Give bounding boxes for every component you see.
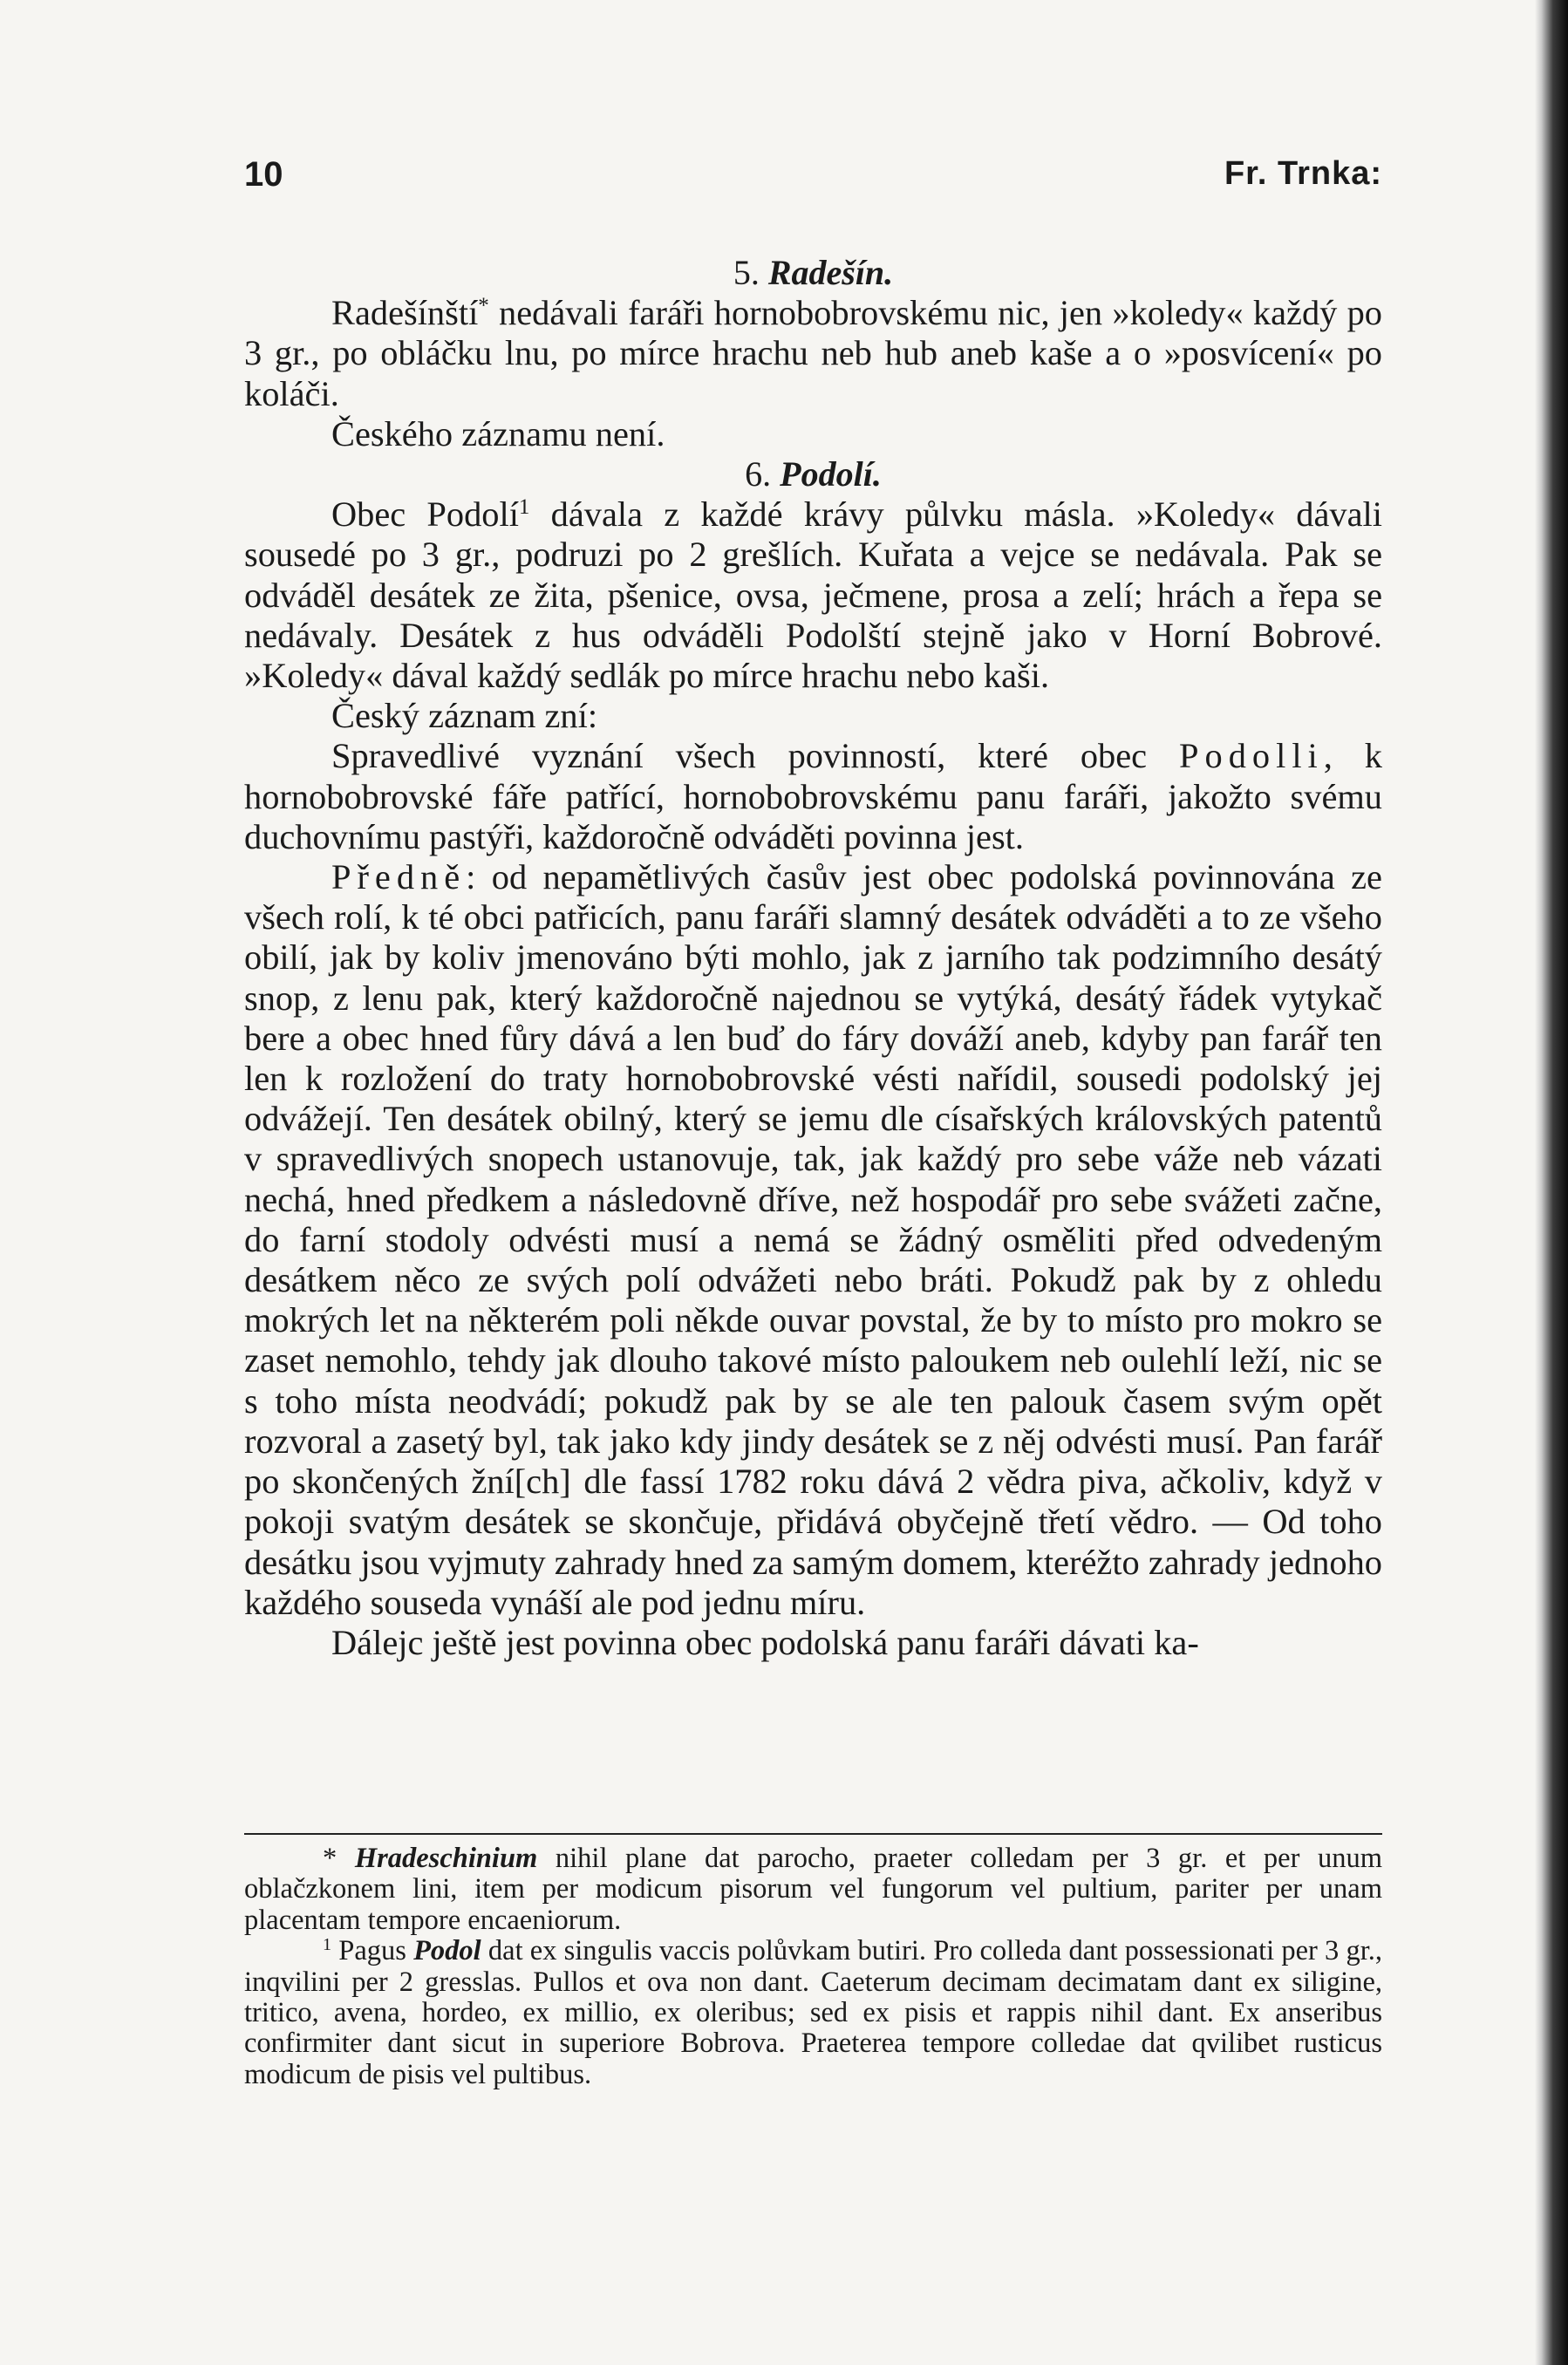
italic-text: Hradeschinium: [354, 1843, 538, 1874]
footnote-marker: *: [478, 294, 489, 318]
paragraph: [244, 494, 1382, 696]
paragraph: [244, 857, 1382, 1623]
text-run: : od nepamětlivých časův jest obec podolská povinnována ze všech rolí, k té obci patřicích, panu faráři slamný desátek odváděti a to ze všeho obilí, jak by koliv jmenováno býti mohlo, jak z jarního tak podzimního desátý snop, z lenu pak, který každoročně najednou se vytýká, desátý řádek vytykač bere a obec hned fůry dává a len buď do fáry dováží aneb, kdyby pan farář ten len k rozložení do traty hornobobrovské vésti nařídil, sousedi podolský jej odvážejí. Ten desátek obilný, který se jemu dle císařských královských patentů v spravedlivých snopech ustanovuje, tak, jak každý pro sebe váže neb vázati nechá, hned předkem a následovně dříve, než hospodář pro sebe svážeti začne, do farní stodoly odvésti musí a nemá se žádný osměliti před odvedeným desátkem něco ze svých polí odvážeti nebo bráti. Pokudž pak by z ohledu mokrých let na některém poli někde ouvar povstal, že by to místo pro mokro se zaset nemohlo, tehdy jak dlouho takové místo paloukem neb oulehlí leží, nic se s toho místa neodvádí; pokudž pak by se ale ten palouk časem svým opět rozvoral a zasetý byl, tak jako kdy jindy desátek se z něj odvésti musí. Pan farář po skončených žní[ch] dle fassí 1782 roku dává 2 vědra piva, ačkoliv, když v pokoji svatým desátek se skončuje, přidává obyčejně třetí vědro. — Od toho desátku jsou vyjmuty zahrady hned za samým domem, kteréžto zahrady jednoho každého souseda vynáší ale pod jednu míru.: [244, 857, 1382, 1622]
paragraph: Dálejc ještě jest povinna obec podolská panu faráři dávati ka-: [331, 1622, 1199, 1662]
footnote-divider: [244, 1833, 1382, 1835]
page-number: 10: [244, 155, 283, 194]
text-run: dávala z každé krávy půlvku másla. »Koledy« dávali sousedé po 3 gr., podruzi po 2 grešlích. Kuřata a vejce se nedávala. Pak se odváděl desátek ze žita, pšenice, ovsa, ječmene, prosa a zelí; hrách a řepa se nedávaly. Desátek z hus odváděli Podolští stejně jako v Horní Bobrové. »Koledy« dával každý sedlák po mírce hrachu nebo kaši.: [244, 494, 1383, 696]
italic-text: Podol: [413, 1935, 481, 1967]
text-run: nihil plane dat parocho, praeter colledam per 3 gr. et per unum oblačzkonem lini, item per modicum pisorum vel fungorum vel pultium, pariter per unam placentam tempore encaeniorum.: [244, 1843, 1383, 1936]
footnote-marker: 1: [323, 1935, 332, 1955]
footnote: [244, 1844, 1382, 1936]
section-heading-radesin: [244, 253, 1382, 293]
footnote-marker: 1: [518, 495, 530, 520]
text-run: Spravedlivé vyznání všech povinností, které obec: [331, 736, 1180, 776]
paragraph: Český záznam zní:: [331, 696, 598, 736]
text-run: nedávali faráři hornobobrovskému nic, jen »koledy« každý po 3 gr., po obláčku lnu, po mírce hrachu neb hub aneb kaše a o »posvícení« po koláči.: [244, 293, 1382, 413]
footnote-marker: *: [323, 1843, 337, 1874]
spaced-text: Předně: [331, 857, 467, 897]
main-text: [244, 253, 1382, 1663]
footnote: [244, 1936, 1382, 2090]
paragraph: [244, 736, 1382, 857]
section-heading-podoli: [244, 454, 1382, 494]
text-run: dat ex singulis vaccis polůvkam butiri. Pro colleda dant possessionati per 3 gr., inqvilini per 2 gresslas. Pullos et ova non dant. Caeterum decimam decimatam dant ex siligine, tritico, avena, hordeo, ex millio, ex oleribus; sed ex pisis et rappis nihil dant. Ex anseribus confirmiter dant sicut in superiore Bobrova. Praeterea tempore colledae dat qvilibet rusticus modicum de pisis vel pultibus.: [244, 1935, 1382, 2090]
footnotes: [244, 1833, 1382, 2090]
text-run: , k hornobobrovské fáře patřící, hornobobrovskému panu faráři, jakožto svému duchovnímu pastýři, každoročně odváděti povinna jest.: [244, 736, 1383, 856]
page-edge-shadow: [1535, 0, 1568, 2365]
page-header: [244, 155, 1382, 208]
spaced-text: Podolli: [1179, 736, 1324, 776]
paragraph: Českého záznamu není.: [331, 413, 665, 453]
section-title: Radešín.: [767, 253, 894, 292]
paragraph: [244, 293, 1382, 414]
text-run: Obec Podolí: [331, 494, 519, 535]
running-head: Fr. Trnka:: [1224, 155, 1382, 192]
text-run: Pagus: [331, 1935, 414, 1967]
section-number: 5.: [733, 253, 760, 292]
section-number: 6.: [745, 454, 772, 494]
text-run: Radešínští: [331, 293, 479, 333]
section-title: Podolí.: [780, 454, 882, 494]
